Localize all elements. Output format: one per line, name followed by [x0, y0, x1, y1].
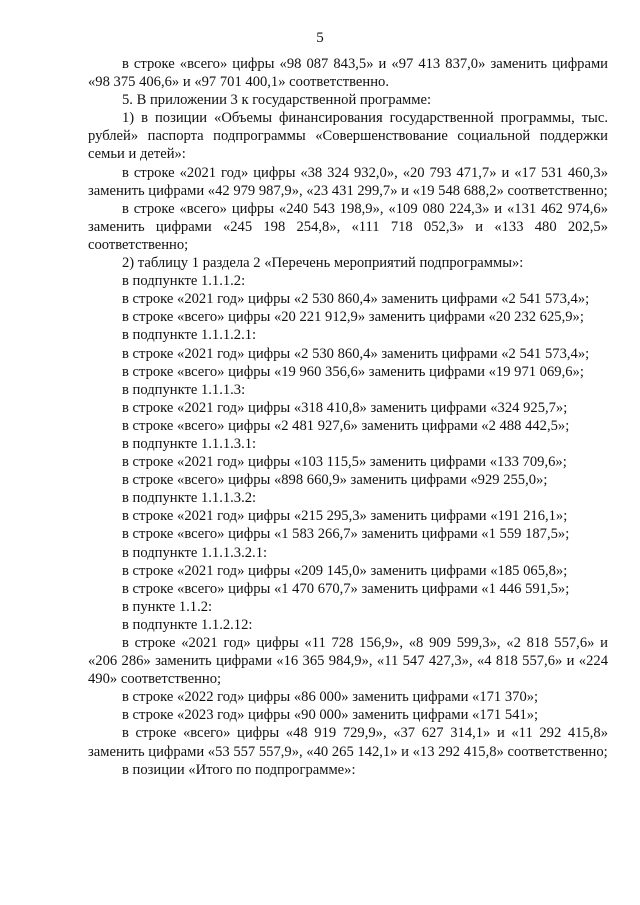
paragraph: 5. В приложении 3 к государственной программе:: [122, 92, 432, 109]
paragraph: в строке «2022 год» цифры «86 000» заменить цифрами «171 370»;: [122, 689, 539, 706]
paragraph: в строке «всего» цифры «48 919 729,9», «37 627 314,1» и «11 292 415,8» заменить цифрами «53 557 557,9», «40 265 142,1» и «13 292 415,8» соответственно;: [88, 725, 608, 760]
paragraph: 1) в позиции «Объемы финансирования государственной программы, тыс. рублей» паспорта подпрограммы «Совершенствование социальной поддержки семьи и детей»:: [88, 110, 608, 163]
paragraph: в строке «2021 год» цифры «103 115,5» заменить цифрами «133 709,6»;: [122, 454, 567, 471]
paragraph: в позиции «Итого по подпрограмме»:: [122, 761, 356, 778]
paragraph: в строке «всего» цифры «240 543 198,9», «109 080 224,3» и «131 462 974,6» заменить цифрами «245 198 254,8», «111 718 052,3» и «133 480 202,5» соответственно;: [88, 200, 608, 253]
paragraph: в подпункте 1.1.1.3:: [122, 381, 246, 398]
paragraph: 2) таблицу 1 раздела 2 «Перечень мероприятий подпрограммы»:: [122, 255, 524, 272]
paragraph: в строке «всего» цифры «2 481 927,6» заменить цифрами «2 488 442,5»;: [122, 417, 570, 434]
paragraph: в строке «2021 год» цифры «38 324 932,0», «20 793 471,7» и «17 531 460,3» заменить цифрами «42 979 987,9», «23 431 299,7» и «19 548 688,2» соответственно;: [88, 164, 608, 199]
paragraph: в строке «2021 год» цифры «11 728 156,9», «8 909 599,3», «2 818 557,6» и «206 286» заменить цифрами «16 365 984,9», «11 547 427,3», «4 818 557,6» и «224 490» соответственно;: [88, 635, 608, 688]
paragraph: в строке «всего» цифры «1 583 266,7» заменить цифрами «1 559 187,5»;: [122, 526, 570, 543]
paragraph: в пункте 1.1.2:: [122, 598, 213, 615]
page-number: 5: [316, 30, 324, 46]
paragraph: в строке «всего» цифры «898 660,9» заменить цифрами «929 255,0»;: [122, 472, 548, 489]
paragraph: в строке «2021 год» цифры «215 295,3» заменить цифрами «191 216,1»;: [122, 508, 568, 525]
paragraph: в строке «всего» цифры «20 221 912,9» заменить цифрами «20 232 625,9»;: [122, 309, 584, 326]
paragraph: в строке «2023 год» цифры «90 000» заменить цифрами «171 541»;: [122, 707, 539, 724]
document-body: [88, 55, 608, 779]
paragraph: в строке «всего» цифры «1 470 670,7» заменить цифрами «1 446 591,5»;: [122, 580, 570, 597]
paragraph: в подпункте 1.1.1.2.1:: [122, 327, 257, 344]
paragraph: в подпункте 1.1.1.3.1:: [122, 435, 257, 452]
paragraph: в подпункте 1.1.2.12:: [122, 616, 253, 633]
paragraph: в строке «2021 год» цифры «209 145,0» заменить цифрами «185 065,8»;: [122, 562, 568, 579]
paragraph: в строке «2021 год» цифры «2 530 860,4» заменить цифрами «2 541 573,4»;: [122, 345, 590, 362]
paragraph: в строке «2021 год» цифры «2 530 860,4» заменить цифрами «2 541 573,4»;: [122, 291, 590, 308]
paragraph: в строке «всего» цифры «19 960 356,6» заменить цифрами «19 971 069,6»;: [122, 363, 584, 380]
paragraph: в строке «всего» цифры «98 087 843,5» и «97 413 837,0» заменить цифрами «98 375 406,6» и «97 701 400,1» соответственно.: [88, 56, 608, 91]
paragraph: в строке «2021 год» цифры «318 410,8» заменить цифрами «324 925,7»;: [122, 399, 568, 416]
paragraph: в подпункте 1.1.1.2:: [122, 273, 246, 290]
paragraph: в подпункте 1.1.1.3.2.1:: [122, 544, 268, 561]
paragraph: в подпункте 1.1.1.3.2:: [122, 490, 257, 507]
